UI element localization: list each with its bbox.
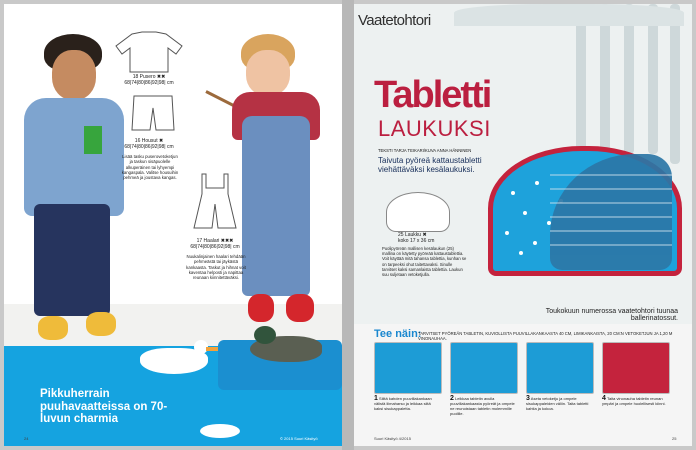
size-info: [398, 232, 434, 244]
footer-left: © 2015 Suuri Käsityö: [280, 436, 318, 441]
step-image-4: [602, 342, 670, 394]
page-gutter: [342, 0, 354, 450]
article-title-sub: LAUKUKSI: [378, 116, 491, 141]
boy-one-shoe: [86, 312, 116, 336]
size-value: koko 17 x 36 cm: [398, 238, 435, 244]
bag-pattern-sketch-icon: [386, 192, 450, 232]
overalls-sketch-icon: [188, 172, 242, 232]
boy-two-shoe: [286, 294, 314, 322]
chair-rail: [454, 4, 684, 26]
instructions-heading: Tee näin:: [374, 328, 422, 340]
boy-one-face: [52, 50, 96, 100]
left-page: [4, 4, 342, 446]
shirt-sketch-icon: [112, 30, 186, 74]
article-title-left: Pikkuherrain puuhavaatteissa on 70-luvun charmia: [40, 388, 168, 425]
step-image-3: [526, 342, 594, 394]
boy-two-overalls: [242, 116, 310, 296]
overalls-text-block: Nuukalinjainen haalari tehdään pehmeästä tai jäykästä kankaasta. Taskut ja hihnat voit kaventaa helposti ja napittaa reunaan kiinnitettäväksi.: [186, 254, 246, 281]
boy-one-pocket: [84, 126, 102, 154]
right-page: [354, 4, 692, 446]
pattern-top-label: 18 Pusero: [132, 74, 156, 80]
step-number: 3: [526, 395, 530, 402]
step-number: 2: [450, 395, 454, 402]
article-lead: Taivuta pyöreä kattaustabletti viehättäväksi kesälaukuksi.: [378, 156, 482, 174]
pants-sketch-icon: [128, 94, 178, 134]
boy-two-face: [246, 50, 290, 96]
pattern-low-sizes: 68|74|80|86|92|98| cm: [190, 244, 240, 250]
photo-caption: Toukokuun numerossa vaatetohtori tuunaa ballerinatossut.: [545, 308, 678, 322]
chair-slat: [624, 4, 634, 154]
chair-slat: [670, 4, 680, 164]
page-number-right: 25: [672, 436, 677, 441]
pattern-low-rating: ✖✖✖: [220, 238, 234, 244]
boy-two-shoe: [248, 294, 274, 322]
step-number: 4: [602, 395, 606, 402]
step-number: 1: [374, 395, 378, 402]
pattern-low-label: 17 Haalari: [196, 238, 220, 244]
step-text-4: 4 Taita vinonauha tabletin reunan ympäri ja ompele huolellisesti kiinni.: [602, 395, 666, 406]
boy-one-pants: [34, 204, 110, 316]
pattern-mid-sizes: 68|74|80|86|92|98| cm: [124, 144, 174, 150]
article-title-main: Tabletti: [374, 74, 491, 116]
chair-slat: [648, 4, 658, 154]
step-text-2: 2 Leikkaa tabletin avulla puuvillakankaasta pyöreät ja ompele ne reunoistaan tabletin molemmille puolille.: [450, 395, 515, 416]
chair-slat: [576, 4, 586, 164]
boy-one-shoe: [38, 316, 68, 340]
section-tag: Vaatetohtori: [358, 12, 431, 29]
toy-bird-beak: [206, 347, 218, 351]
pattern-top-sizes: 68|74|80|86|92|98| cm: [124, 80, 174, 86]
page-number-left: 24: [24, 436, 29, 441]
decoy-duck-head: [254, 326, 276, 344]
toy-bird-small: [200, 424, 240, 438]
pattern-mid-rating: ✖: [158, 138, 164, 144]
step-text-1: 1 Silitä kahden puuvillakankaan välistä liimaharso ja leikkaa siitä kaksi sisukappaletta.: [374, 395, 432, 411]
footer-right: Suuri Käsityö 4/2015: [374, 436, 411, 441]
step-text-3: 3 Aseta vetoketju ja ompele sisukappaleiden väliin. Taita tabletti kahtia ja kokoa.: [526, 395, 589, 411]
pattern-text-block: Lisää tasku puserovetoketjun ja taskun sisäpuolelle alkuperäinen tai lyhyempi kangaspala. Valitse housuihin pehmeä ja joustava kangas.: [121, 154, 179, 181]
article-credits: TEKSTI TARJA TEIKARI/KUVA ANNA HÄNNINEN: [378, 148, 472, 153]
step-image-1: [374, 342, 442, 394]
size-label: 25 Laukku ✖: [398, 232, 427, 238]
boy-one-shirt: [24, 98, 124, 216]
article-body: Puolipyöreän mallisen kesälaukun (25) mallina on käytetty pyöreää kattaustablettia. Voit käyttää mitä tahansa tablettia, kunhan se on tarpeeksi ohut taitettavaksi. Sinulle tarvitset kaksi samanlaista tablettia. Laukun suu suljetaan vetoketjulla.: [382, 246, 467, 278]
step-image-2: [450, 342, 518, 394]
pattern-mid-label: 16 Housut: [134, 138, 158, 144]
instructions-intro: TARVITSET PYÖREÄN TABLETIN, KUVIOLLISTA PUUVILLAKANKAASTA 40 CM, LIMIKANKAISTA, 20 CM:N VETOKETJUN JA 1,20 M VINONAUHAA.: [418, 331, 673, 341]
chair-slat: [600, 4, 610, 154]
pattern-top-rating: ✖✖: [156, 74, 166, 80]
